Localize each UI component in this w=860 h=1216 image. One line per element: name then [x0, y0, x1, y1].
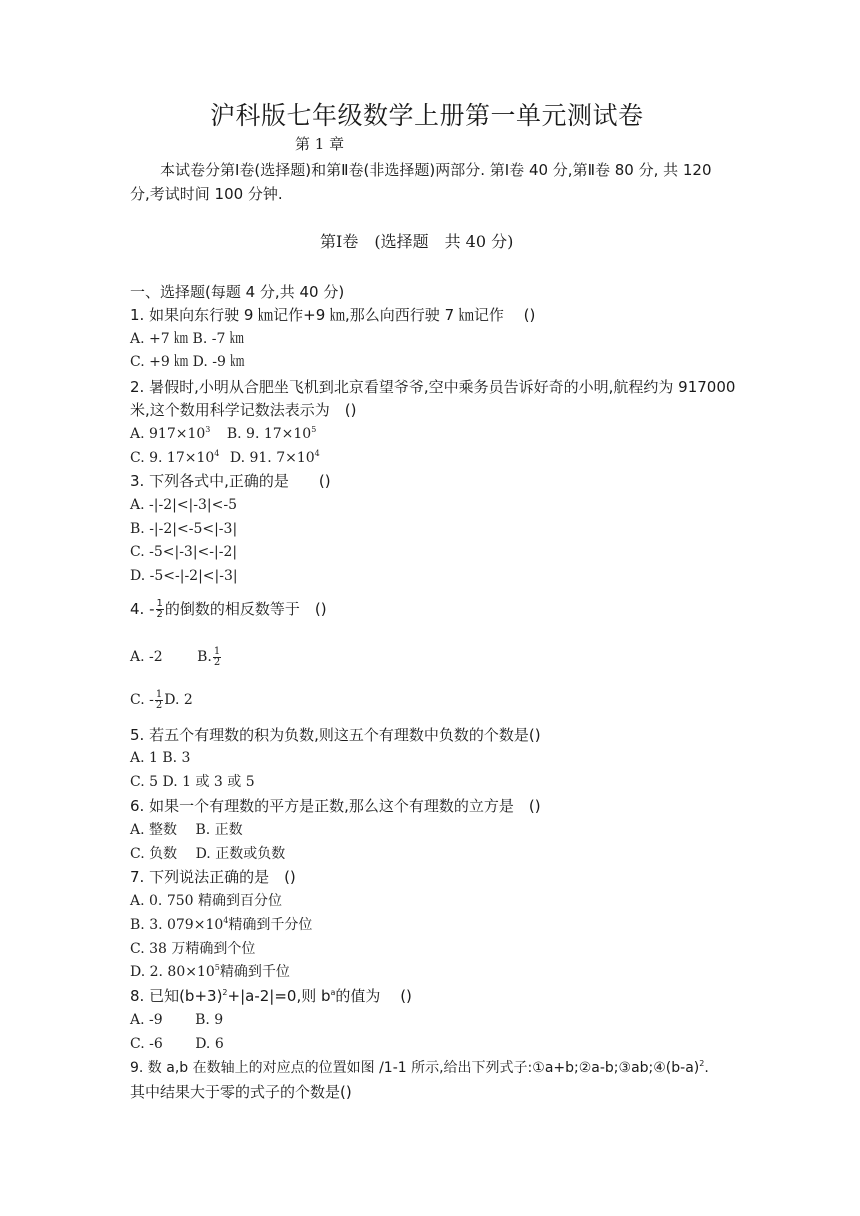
part-heading: 一、选择题(每题 4 分,共 40 分) [130, 283, 345, 301]
q2-option-b-exponent: 5 [311, 425, 317, 434]
q2-stem-line-2: 米,这个数用科学记数法表示为 () [130, 401, 357, 419]
q3-option-a: A. -|-2|<|-3|<-5 [130, 497, 237, 513]
q7-option-d-value: D. 2. 80×10 [130, 964, 215, 980]
q2-option-c-value: 9. 17×10 [149, 450, 215, 466]
q4-options-ab [130, 644, 222, 670]
q4-option-b-numerator: 1 [213, 645, 221, 657]
q4-option-b-denominator: 2 [213, 656, 221, 668]
q5-stem: 5. 若五个有理数的积为负数,则这五个有理数中负数的个数是() [130, 726, 541, 744]
q2-options-ab [130, 424, 316, 444]
q7-option-b-text: 精确到千分位 [228, 917, 313, 933]
q4-option-c-denominator: 2 [155, 699, 163, 711]
q4-fraction-denominator: 2 [156, 609, 163, 620]
q1-options-ab: A. +7 ㎞ B. -7 ㎞ [130, 331, 244, 347]
q4-fraction [156, 599, 164, 620]
q4-number: 4. - [130, 600, 155, 618]
q2-option-a-label: A. [130, 426, 145, 442]
q8-stem [130, 986, 412, 1006]
q4-option-c-label: C. - [130, 692, 154, 708]
q7-option-d-text: 精确到千位 [219, 964, 290, 980]
q6-options-ab: A. 整数 B. 正数 [130, 822, 243, 838]
q9-stem-line-1 [130, 1058, 709, 1078]
q2-option-d-label: D. [229, 450, 246, 466]
q9-stem-period: . [704, 1060, 709, 1076]
q5-options-ab: A. 1 B. 3 [130, 750, 191, 766]
intro-line-2: 分,考试时间 100 分钟. [130, 185, 283, 203]
q4-option-b-label: B. [197, 649, 212, 665]
q8-options-cd: C. -6 D. 6 [130, 1036, 224, 1052]
q2-option-b-label: B. [226, 426, 242, 442]
q3-option-b: B. -|-2|<-5<|-3| [130, 521, 238, 537]
q7-option-b [130, 915, 312, 935]
q8-exponent-1: 2 [222, 988, 228, 997]
q7-option-c: C. 38 万精确到个位 [130, 941, 256, 957]
q2-options-cd [130, 448, 320, 468]
q7-stem: 7. 下列说法正确的是 () [130, 868, 296, 886]
q2-option-a-exponent: 3 [205, 425, 211, 434]
q4-stem [130, 596, 327, 622]
q2-option-c-label: C. [130, 450, 145, 466]
q7-option-a: A. 0. 750 精确到百分位 [130, 893, 282, 909]
q4-option-c-fraction [155, 690, 163, 711]
q5-options-cd: C. 5 D. 1 或 3 或 5 [130, 774, 255, 790]
q1-options-cd: C. +9 ㎞ D. -9 ㎞ [130, 354, 245, 370]
q4-option-c-numerator: 1 [155, 688, 163, 700]
section-title: 第Ⅰ卷 (选择题 共 40 分) [320, 232, 514, 251]
q4-stem-text: 的倒数的相反数等于 () [164, 600, 327, 618]
q8-stem-start: 8. 已知(b+3) [130, 987, 223, 1005]
q4-option-a: A. -2 [130, 649, 163, 665]
q4-options-cd [130, 687, 193, 713]
q4-option-d: D. 2 [164, 692, 193, 708]
chapter-label: 第 1 章 [295, 135, 345, 153]
q7-option-b-value: B. 3. 079×10 [130, 917, 224, 933]
document-title: 沪科版七年级数学上册第一单元测试卷 [210, 101, 644, 130]
q3-option-d: D. -5<-|-2|<|-3| [130, 568, 238, 584]
q7-option-d [130, 962, 290, 982]
q4-fraction-numerator: 1 [156, 598, 163, 609]
q9-exponent: 2 [699, 1059, 705, 1068]
intro-line-1: 本试卷分第Ⅰ卷(选择题)和第Ⅱ卷(非选择题)两部分. 第Ⅰ卷 40 分,第Ⅱ卷 80 分, 共 120 [160, 161, 712, 179]
q2-option-c-exponent: 4 [214, 449, 220, 458]
q3-stem: 3. 下列各式中,正确的是 () [130, 472, 331, 490]
q3-option-c: C. -5<|-3|<-|-2| [130, 544, 238, 560]
q1-stem: 1. 如果向东行驶 9 ㎞记作+9 ㎞,那么向西行驶 7 ㎞记作 () [130, 306, 536, 324]
q6-options-cd: C. 负数 D. 正数或负数 [130, 846, 286, 862]
q6-stem: 6. 如果一个有理数的平方是正数,那么这个有理数的立方是 () [130, 797, 541, 815]
q2-option-a-value: 917×10 [149, 426, 206, 442]
q8-options-ab: A. -9 B. 9 [130, 1012, 224, 1028]
q2-option-d-value: 91. 7×10 [249, 450, 315, 466]
q9-stem-line-2: 其中结果大于零的式子的个数是() [130, 1083, 352, 1101]
q2-option-b-value: 9. 17×10 [246, 426, 312, 442]
q9-stem-text: 9. 数 a,b 在数轴上的对应点的位置如图 /1-1 所示,给出下列式子:①a+b;②a-b;③ab;④(b-a) [130, 1060, 700, 1076]
q4-option-b-fraction [213, 647, 221, 668]
q7-option-d-exponent: 5 [214, 963, 220, 972]
q7-option-b-exponent: 4 [223, 916, 229, 925]
q8-stem-middle: +|a-2|=0,则 b [227, 987, 331, 1005]
q2-option-d-exponent: 4 [314, 449, 320, 458]
q2-stem-line-1: 2. 暑假时,小明从合肥坐飞机到北京看望爷爷,空中乘务员告诉好奇的小明,航程约为 917000 [130, 378, 736, 396]
q8-exponent-2: a [330, 988, 336, 997]
q8-stem-end: 的值为 () [335, 987, 412, 1005]
